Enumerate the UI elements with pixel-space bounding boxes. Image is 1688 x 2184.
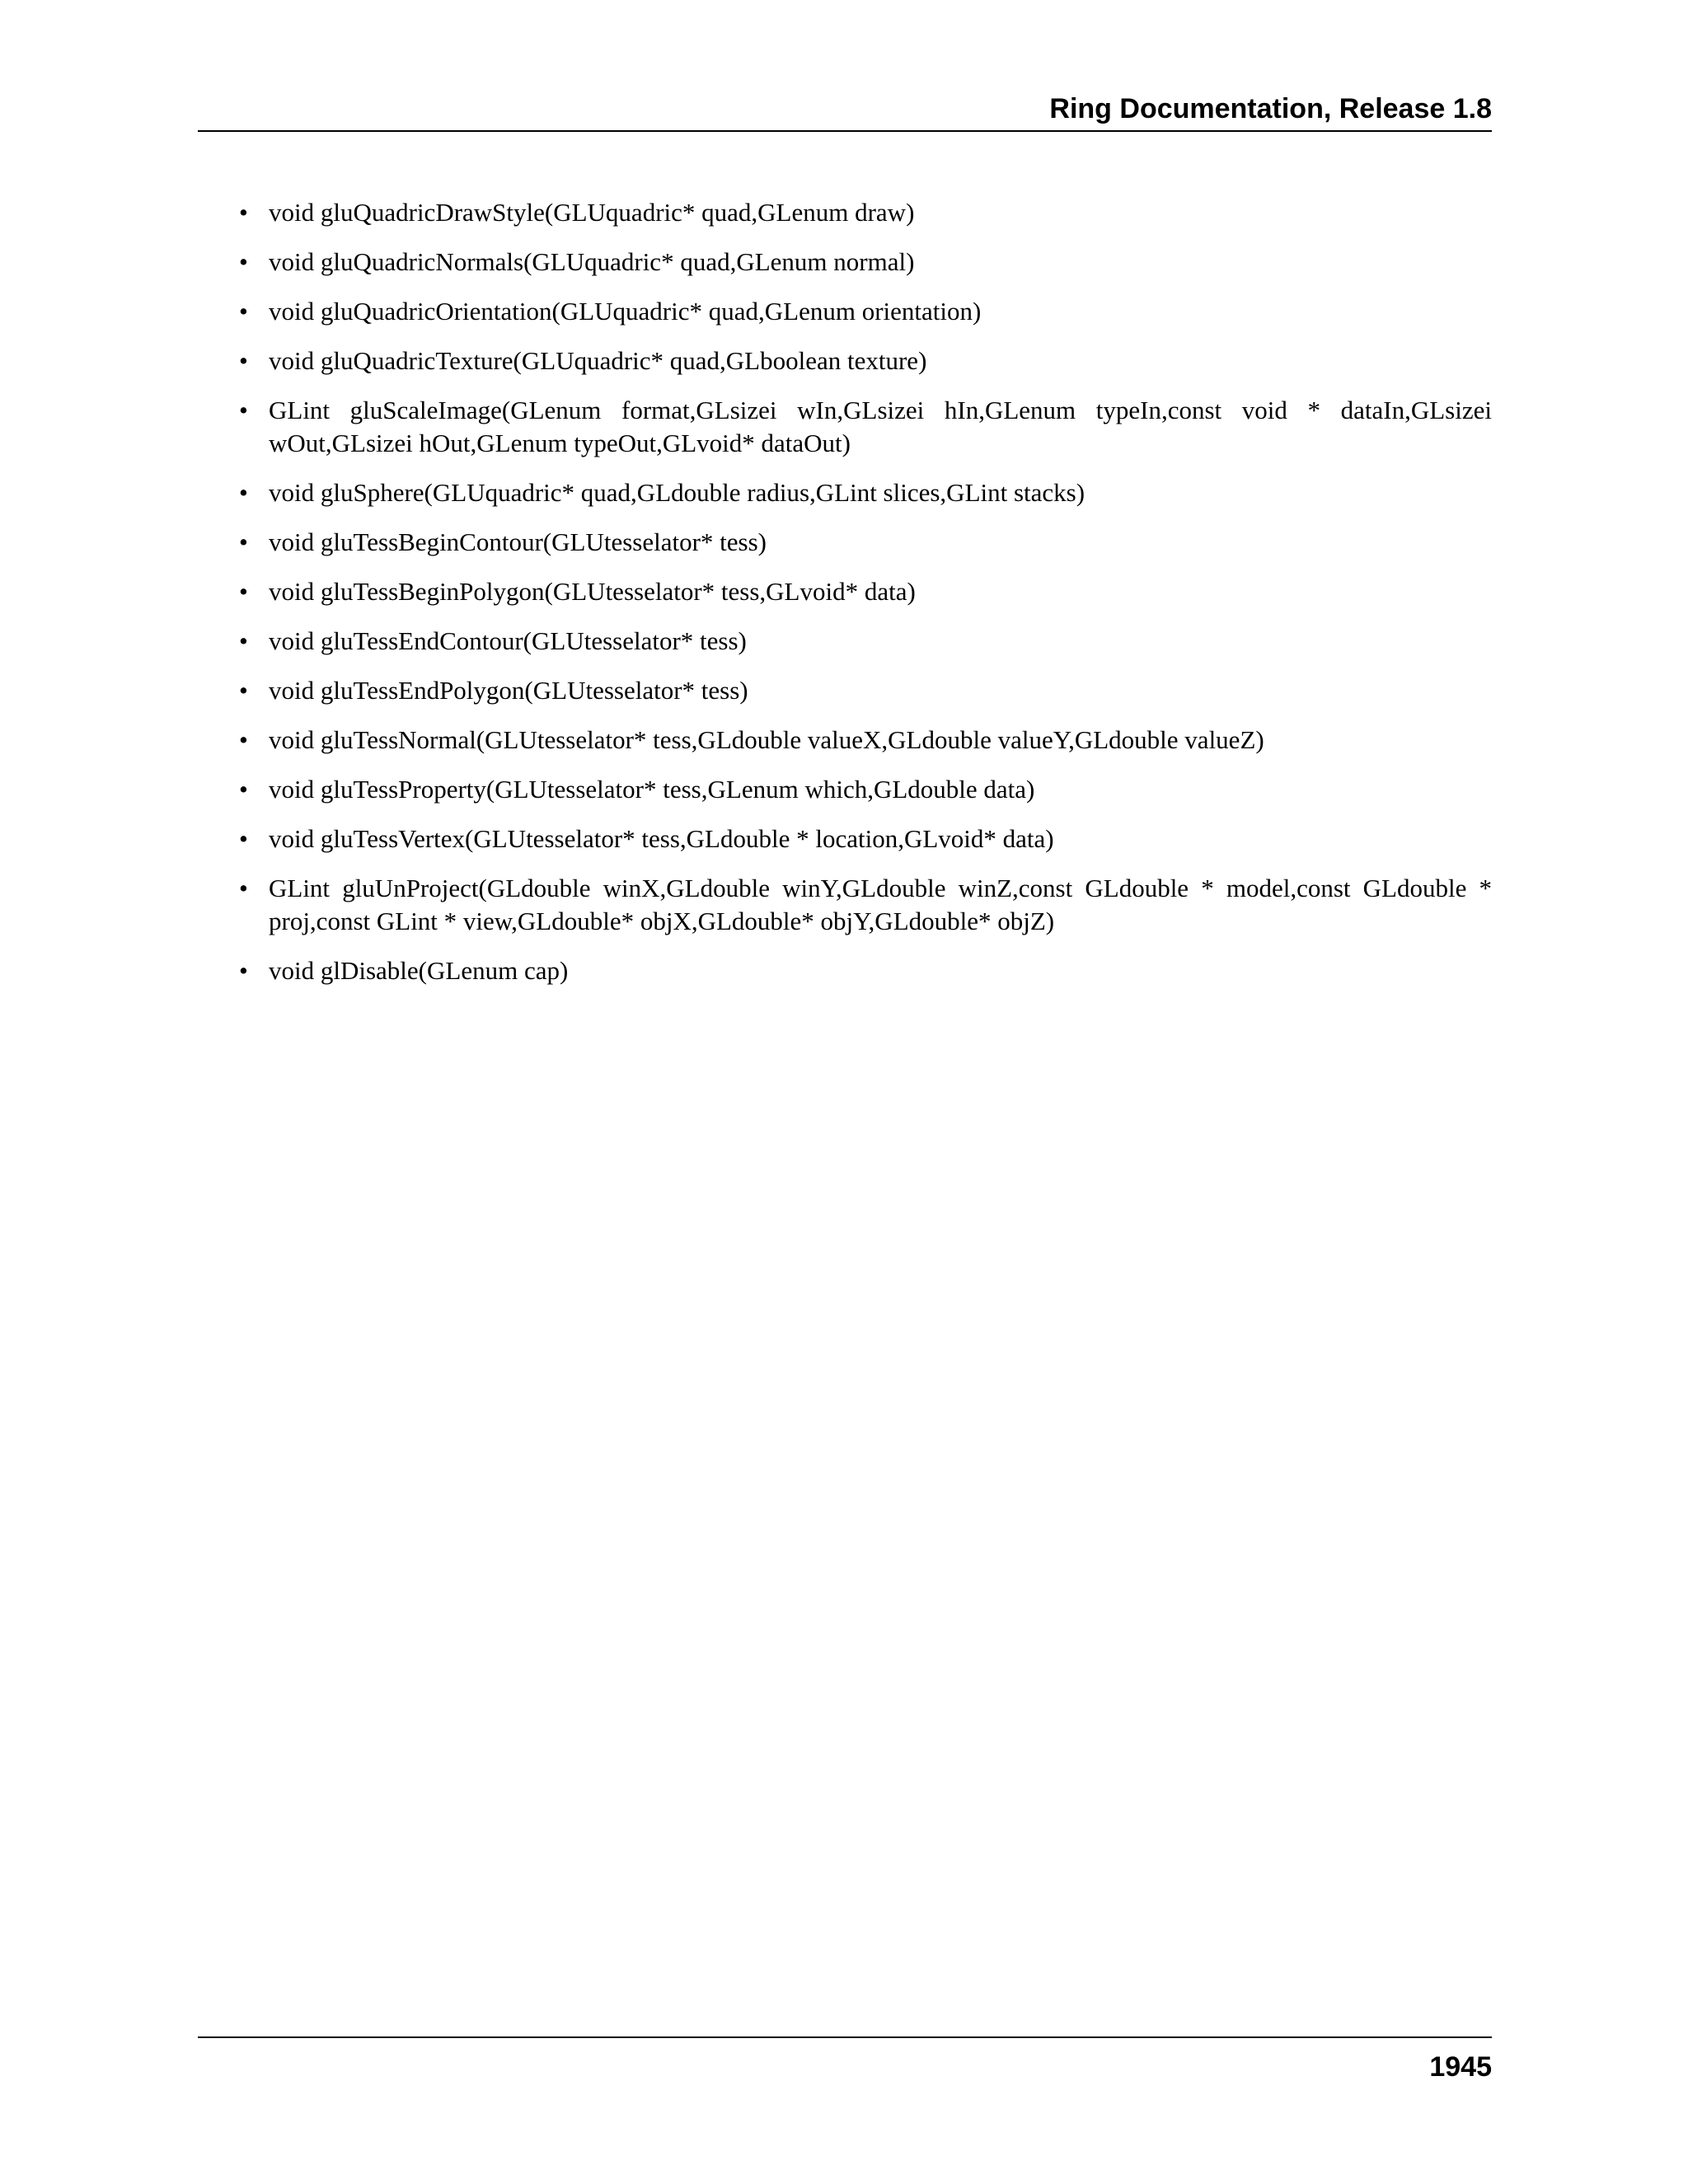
bullet-icon: •	[239, 346, 248, 375]
list-item	[239, 575, 1492, 608]
list-item	[239, 724, 1492, 757]
list-item	[239, 954, 1492, 987]
list-item-text: GLint gluScaleImage(GLenum format,GLsizei wIn,GLsizei hIn,GLenum typeIn,const void * dataIn,GLsizei wOut,GLsizei hOut,GLenum typeOut,GLvoid* dataOut)	[269, 396, 1492, 457]
bullet-icon: •	[239, 676, 248, 705]
bullet-icon: •	[239, 956, 248, 985]
bullet-icon: •	[239, 527, 248, 556]
list-item-text: void gluSphere(GLUquadric* quad,GLdouble radius,GLint slices,GLint stacks)	[269, 478, 1085, 507]
list-item	[239, 625, 1492, 658]
running-header: Ring Documentation, Release 1.8	[1049, 93, 1492, 124]
bullet-icon: •	[239, 626, 248, 655]
function-signature-list	[239, 196, 1492, 1004]
bullet-icon: •	[239, 775, 248, 804]
list-item-text: void gluTessEndContour(GLUtesselator* tess)	[269, 626, 747, 655]
bullet-icon: •	[239, 297, 248, 326]
list-item-text: void gluTessBeginPolygon(GLUtesselator* tess,GLvoid* data)	[269, 577, 916, 606]
list-item-text: void gluTessProperty(GLUtesselator* tess,GLenum which,GLdouble data)	[269, 775, 1035, 804]
list-item-text: void gluQuadricNormals(GLUquadric* quad,GLenum normal)	[269, 247, 915, 276]
list-item-text: void gluTessBeginContour(GLUtesselator* tess)	[269, 527, 767, 556]
list-item	[239, 872, 1492, 938]
list-item	[239, 196, 1492, 229]
page-number: 1945	[1429, 2051, 1492, 2083]
list-item	[239, 823, 1492, 855]
bullet-icon: •	[239, 725, 248, 754]
list-item-text: void glDisable(GLenum cap)	[269, 956, 569, 985]
list-item	[239, 394, 1492, 460]
bullet-icon: •	[239, 198, 248, 227]
list-item-text: void gluQuadricDrawStyle(GLUquadric* quad,GLenum draw)	[269, 198, 915, 227]
footer-divider	[198, 2036, 1492, 2038]
list-item	[239, 295, 1492, 328]
list-item-text: GLint gluUnProject(GLdouble winX,GLdouble winY,GLdouble winZ,const GLdouble * model,const GLdouble * proj,const GLint * view,GLdouble* objX,GLdouble* objY,GLdouble* objZ)	[269, 874, 1492, 935]
list-item	[239, 476, 1492, 509]
list-item-text: void gluQuadricTexture(GLUquadric* quad,GLboolean texture)	[269, 346, 927, 375]
list-item-text: void gluQuadricOrientation(GLUquadric* quad,GLenum orientation)	[269, 297, 982, 326]
list-item	[239, 344, 1492, 377]
list-item	[239, 526, 1492, 559]
list-item-text: void gluTessEndPolygon(GLUtesselator* tess)	[269, 676, 748, 705]
bullet-icon: •	[239, 824, 248, 853]
header-divider	[198, 130, 1492, 132]
bullet-icon: •	[239, 874, 248, 902]
bullet-icon: •	[239, 577, 248, 606]
bullet-icon: •	[239, 396, 248, 424]
list-item	[239, 674, 1492, 707]
bullet-icon: •	[239, 247, 248, 276]
bullet-icon: •	[239, 478, 248, 507]
list-item	[239, 773, 1492, 806]
list-item-text: void gluTessNormal(GLUtesselator* tess,GLdouble valueX,GLdouble valueY,GLdouble valueZ)	[269, 725, 1264, 754]
list-item-text: void gluTessVertex(GLUtesselator* tess,GLdouble * location,GLvoid* data)	[269, 824, 1054, 853]
list-item	[239, 246, 1492, 279]
